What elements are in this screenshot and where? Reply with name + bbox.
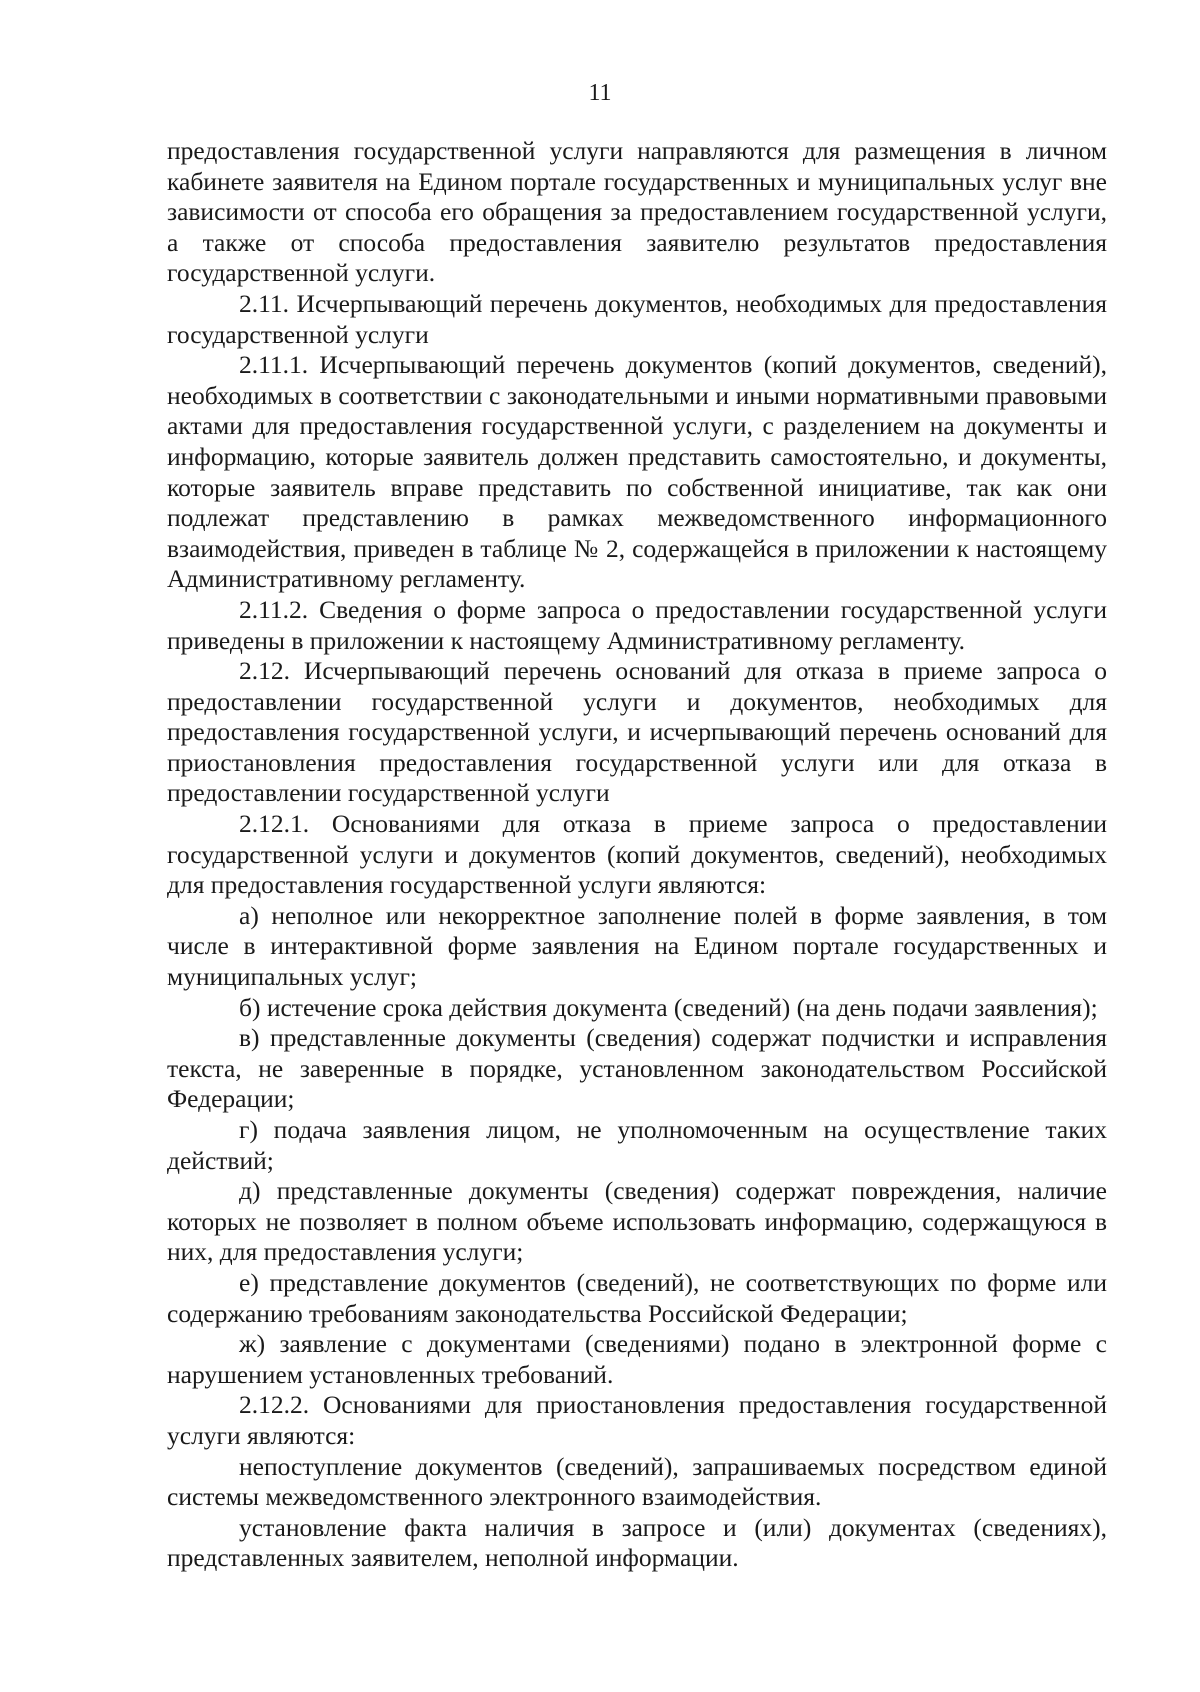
paragraph-section-2-12: 2.12. Исчерпывающий перечень оснований для отказа в приеме запроса о предоставлении государственной услуги и документов, необходимых для предоставления государственной услуги, и исчерпывающий перечень оснований для приостановления предоставления государственной услуги или для отказа в предоставлении государственной услуги	[167, 656, 1107, 808]
list-item-e: е) представление документов (сведений), не соответствующих по форме или содержанию требованиям законодательства Российской Федерации;	[167, 1267, 1107, 1328]
paragraph-section-2-11: 2.11. Исчерпывающий перечень документов, необходимых для предоставления государственной услуги	[167, 288, 1107, 349]
paragraph-section-2-11-1: 2.11.1. Исчерпывающий перечень документов (копий документов, сведений), необходимых в соответствии с законодательными и иными нормативными правовыми актами для предоставления государственной услуги, с разделением на документы и информацию, которые заявитель должен представить самостоятельно, и документы, которые заявитель вправе представить по собственной инициативе, так как они подлежат представлению в рамках межведомственного информационного взаимодействия, приведен в таблице № 2, содержащейся в приложении к настоящему Административному регламенту.	[167, 350, 1107, 594]
page-number: 11	[588, 80, 612, 106]
paragraph-section-2-11-2: 2.11.2. Сведения о форме запроса о предоставлении государственной услуги приведены в приложении к настоящему Административному регламенту.	[167, 594, 1107, 655]
paragraph-section-2-12-1: 2.12.1. Основаниями для отказа в приеме запроса о предоставлении государственной услуги и документов (копий документов, сведений), необходимых для предоставления государственной услуги являются:	[167, 809, 1107, 900]
list-item-a: а) неполное или некорректное заполнение полей в форме заявления, в том числе в интерактивной форме заявления на Едином портале государственных и муниципальных услуг;	[167, 900, 1107, 992]
paragraph-continuation: предоставления государственной услуги направляются для размещения в личном кабинете заявителя на Едином портале государственных и муниципальных услуг вне зависимости от способа его обращения за предоставлением государственной услуги, а также от способа предоставления заявителю результатов предоставления государственной услуги.	[167, 136, 1107, 288]
paragraph-suspension-reason-1: непоступление документов (сведений), запрашиваемых посредством единой системы межведомственного электронного взаимодействия.	[167, 1451, 1107, 1512]
list-item-g: г) подача заявления лицом, не уполномоченным на осуществление таких действий;	[167, 1115, 1107, 1175]
list-item-d: д) представленные документы (сведения) содержат повреждения, наличие которых не позволяет в полном объеме использовать информацию, содержащуюся в них, для предоставления услуги;	[167, 1176, 1107, 1267]
paragraph-section-2-12-2: 2.12.2. Основаниями для приостановления предоставления государственной услуги являются:	[167, 1390, 1107, 1450]
list-item-v: в) представленные документы (сведения) содержат подчистки и исправления текста, не заверенные в порядке, установленном законодательством Российской Федерации;	[167, 1023, 1107, 1114]
paragraph-suspension-reason-2: установление факта наличия в запросе и (или) документах (сведениях), представленных заявителем, неполной информации.	[167, 1512, 1107, 1573]
list-item-b: б) истечение срока действия документа (сведений) (на день подачи заявления);	[239, 992, 1098, 1022]
list-item-zh: ж) заявление с документами (сведениями) подано в электронной форме с нарушением установленных требований.	[167, 1329, 1107, 1389]
document-body	[167, 136, 1107, 1574]
